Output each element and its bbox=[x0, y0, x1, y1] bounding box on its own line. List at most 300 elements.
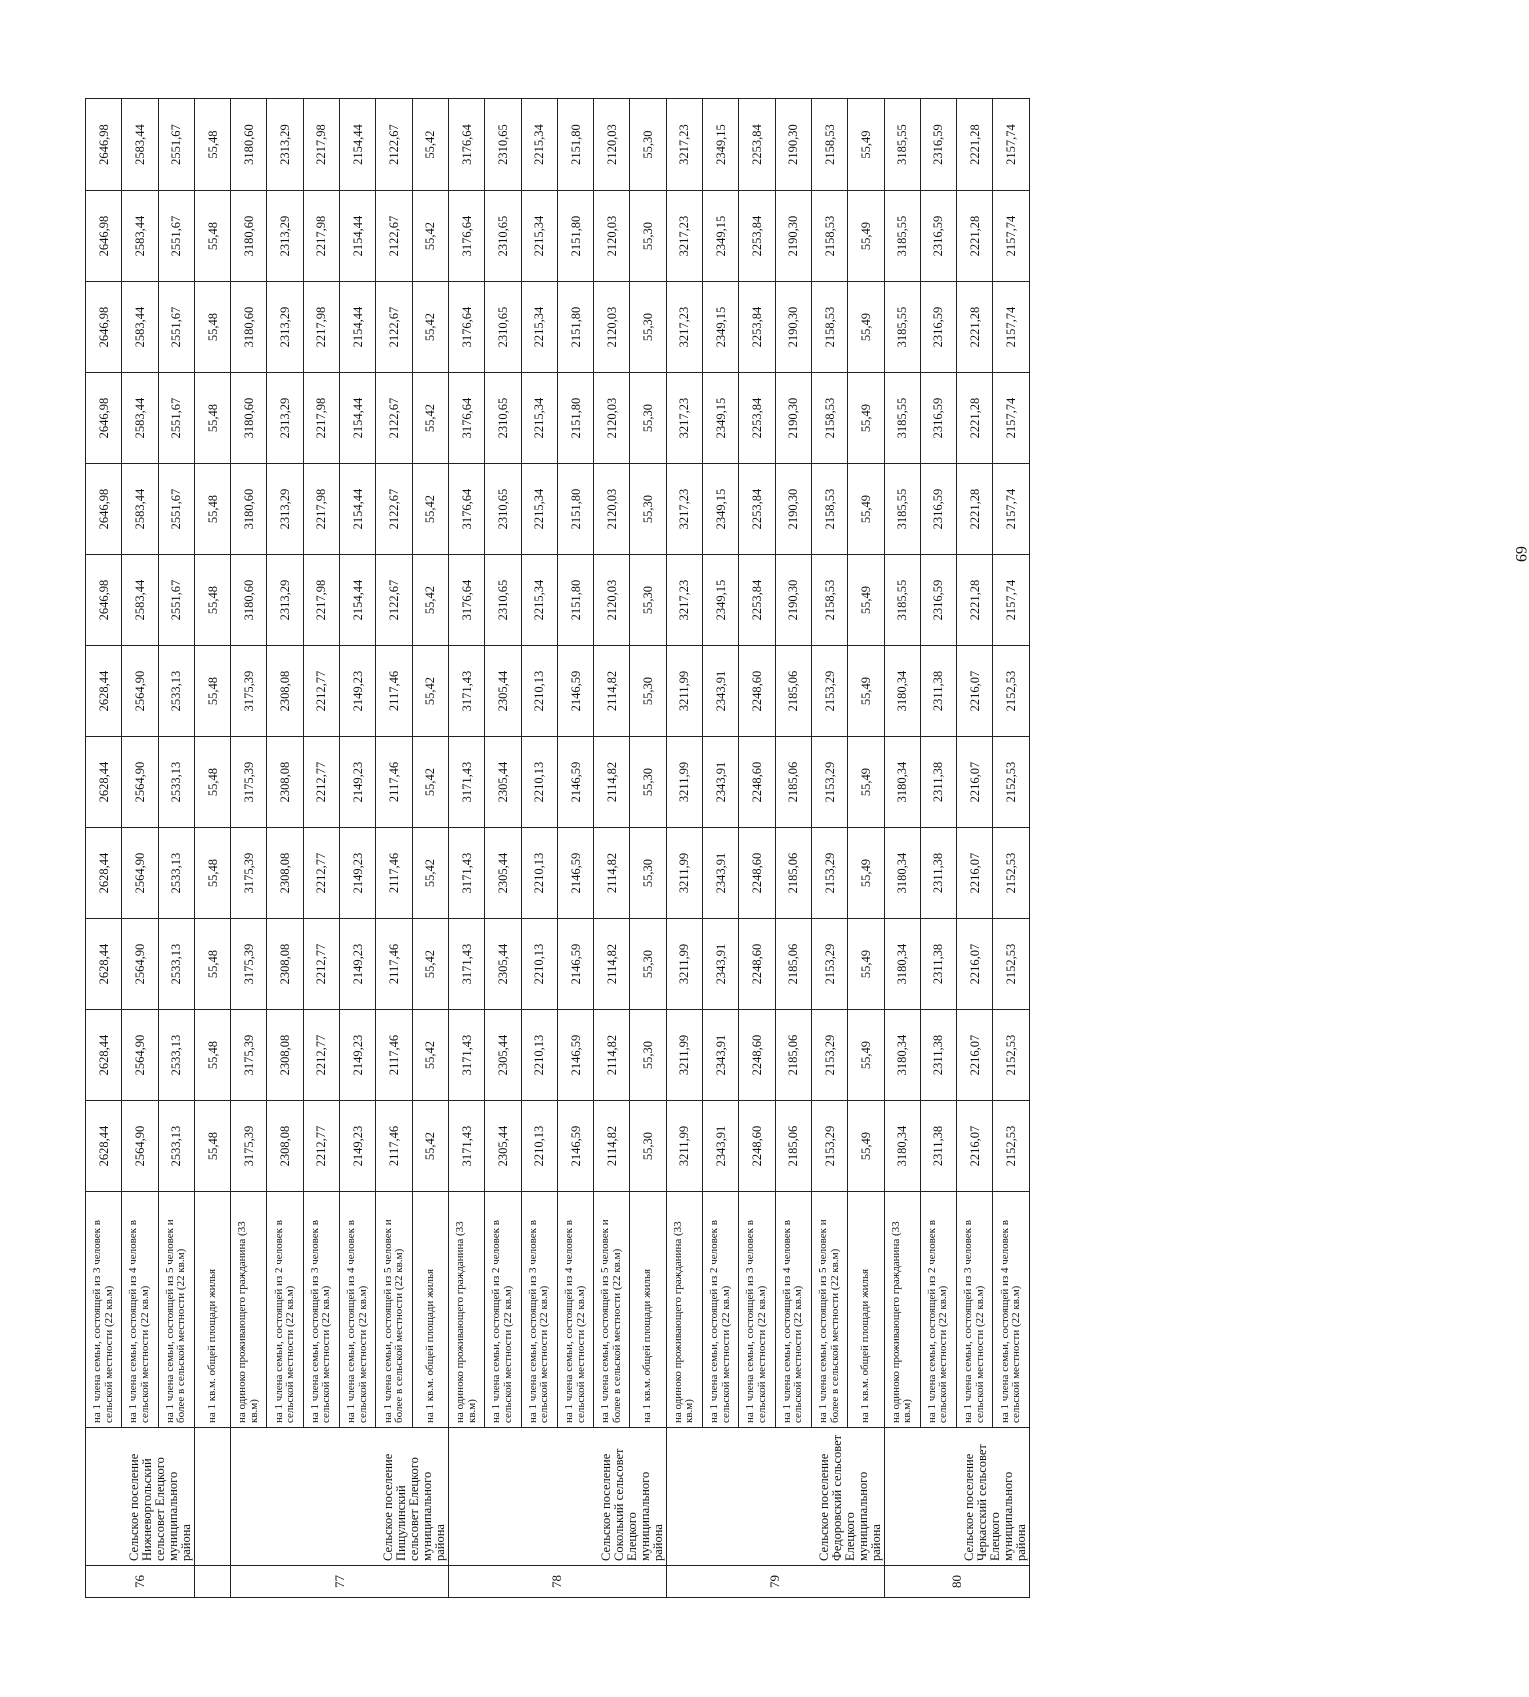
value-cell: 3180,34 bbox=[884, 828, 920, 919]
value-cell: 3180,34 bbox=[884, 919, 920, 1010]
value-cell: 2646,98 bbox=[86, 373, 122, 464]
value-cell: 2248,60 bbox=[739, 1101, 775, 1192]
value-cell: 2221,28 bbox=[957, 99, 993, 191]
value-cell: 55,42 bbox=[412, 373, 448, 464]
table-row bbox=[920, 99, 956, 1598]
value-cell: 2153,29 bbox=[811, 919, 847, 1010]
value-cell: 2308,08 bbox=[267, 828, 303, 919]
value-cell: 55,30 bbox=[630, 464, 666, 555]
table-row bbox=[993, 99, 1029, 1598]
value-cell: 55,42 bbox=[412, 1010, 448, 1101]
value-cell: 55,30 bbox=[630, 1010, 666, 1101]
table-row bbox=[412, 99, 448, 1598]
value-cell: 2316,59 bbox=[920, 99, 956, 191]
table-row bbox=[158, 99, 194, 1598]
value-cell: 55,42 bbox=[412, 919, 448, 1010]
value-cell: 3175,39 bbox=[231, 919, 267, 1010]
value-cell: 2316,59 bbox=[920, 555, 956, 646]
value-cell: 2646,98 bbox=[86, 282, 122, 373]
value-cell: 55,48 bbox=[194, 373, 230, 464]
value-cell: 2114,82 bbox=[594, 1010, 630, 1101]
row-number-cell: 77 bbox=[231, 1566, 449, 1598]
value-cell: 2551,67 bbox=[158, 99, 194, 191]
description-cell: на 1 члена семьи, состоящей из 3 человек в сельской местности (22 кв.м) bbox=[303, 1192, 339, 1428]
value-cell: 2158,53 bbox=[811, 191, 847, 282]
value-cell: 2316,59 bbox=[920, 464, 956, 555]
value-cell: 2114,82 bbox=[594, 1101, 630, 1192]
value-cell: 2583,44 bbox=[122, 373, 158, 464]
table-row bbox=[848, 99, 884, 1598]
value-cell: 2120,03 bbox=[594, 191, 630, 282]
value-cell: 2153,29 bbox=[811, 737, 847, 828]
table-row bbox=[630, 99, 666, 1598]
value-cell: 2190,30 bbox=[775, 282, 811, 373]
value-cell: 2190,30 bbox=[775, 373, 811, 464]
value-cell: 55,42 bbox=[412, 828, 448, 919]
value-cell: 2154,44 bbox=[340, 282, 376, 373]
value-cell: 3180,60 bbox=[231, 373, 267, 464]
value-cell: 2210,13 bbox=[521, 1101, 557, 1192]
value-cell: 2122,67 bbox=[376, 282, 412, 373]
value-cell: 2343,91 bbox=[703, 646, 739, 737]
value-cell: 2151,80 bbox=[557, 373, 593, 464]
value-cell: 2248,60 bbox=[739, 1010, 775, 1101]
value-cell: 2120,03 bbox=[594, 282, 630, 373]
value-cell: 55,42 bbox=[412, 282, 448, 373]
value-cell: 2153,29 bbox=[811, 1101, 847, 1192]
value-cell: 2185,06 bbox=[775, 919, 811, 1010]
value-cell: 55,49 bbox=[848, 919, 884, 1010]
value-cell: 2117,46 bbox=[376, 1101, 412, 1192]
value-cell: 3180,60 bbox=[231, 99, 267, 191]
value-cell: 2122,67 bbox=[376, 464, 412, 555]
description-cell: на 1 члена семьи, состоящей из 2 человек в сельской местности (22 кв.м) bbox=[703, 1192, 739, 1428]
value-cell: 55,49 bbox=[848, 1010, 884, 1101]
value-cell: 2215,34 bbox=[521, 282, 557, 373]
value-cell: 2316,59 bbox=[920, 282, 956, 373]
value-cell: 2217,98 bbox=[303, 555, 339, 646]
value-cell: 2216,07 bbox=[957, 737, 993, 828]
tariff-table bbox=[85, 98, 1030, 1598]
value-cell: 3171,43 bbox=[448, 646, 484, 737]
value-cell: 55,42 bbox=[412, 555, 448, 646]
value-cell: 55,30 bbox=[630, 191, 666, 282]
value-cell: 2349,15 bbox=[703, 373, 739, 464]
value-cell: 3180,34 bbox=[884, 1010, 920, 1101]
value-cell: 55,48 bbox=[194, 282, 230, 373]
value-cell: 55,48 bbox=[194, 464, 230, 555]
description-cell: на 1 члена семьи, состоящей из 5 человек и более в сельской местности (22 кв.м) bbox=[158, 1192, 194, 1428]
value-cell: 2343,91 bbox=[703, 919, 739, 1010]
value-cell: 2308,08 bbox=[267, 646, 303, 737]
value-cell: 3185,55 bbox=[884, 99, 920, 191]
value-cell: 2154,44 bbox=[340, 99, 376, 191]
value-cell: 2248,60 bbox=[739, 828, 775, 919]
value-cell: 2215,34 bbox=[521, 191, 557, 282]
value-cell: 55,49 bbox=[848, 282, 884, 373]
value-cell: 2564,90 bbox=[122, 646, 158, 737]
description-cell: на 1 члена семьи, состоящей из 3 человек в сельской местности (22 кв.м) bbox=[957, 1192, 993, 1428]
value-cell: 55,30 bbox=[630, 919, 666, 1010]
value-cell: 2533,13 bbox=[158, 919, 194, 1010]
value-cell: 2313,29 bbox=[267, 373, 303, 464]
description-cell: на 1 кв.м. общей площади жилья bbox=[412, 1192, 448, 1428]
row-number-cell: 80 bbox=[884, 1566, 1029, 1598]
value-cell: 2158,53 bbox=[811, 99, 847, 191]
value-cell: 3211,99 bbox=[666, 646, 702, 737]
value-cell: 2154,44 bbox=[340, 555, 376, 646]
value-cell: 2185,06 bbox=[775, 646, 811, 737]
table-row bbox=[557, 99, 593, 1598]
value-cell: 3185,55 bbox=[884, 464, 920, 555]
value-cell: 2157,74 bbox=[993, 191, 1029, 282]
value-cell: 2154,44 bbox=[340, 464, 376, 555]
value-cell: 3176,64 bbox=[448, 191, 484, 282]
value-cell: 2190,30 bbox=[775, 464, 811, 555]
table-body bbox=[86, 99, 1030, 1598]
value-cell: 2152,53 bbox=[993, 919, 1029, 1010]
description-cell: на 1 кв.м. общей площади жилья bbox=[194, 1192, 230, 1428]
rotated-page-content bbox=[85, 98, 1115, 1598]
description-cell: на 1 члена семьи, состоящей из 3 человек в сельской местности (22 кв.м) bbox=[521, 1192, 557, 1428]
value-cell: 2114,82 bbox=[594, 828, 630, 919]
value-cell: 2120,03 bbox=[594, 464, 630, 555]
description-cell: на 1 члена семьи, состоящей из 2 человек в сельской местности (22 кв.м) bbox=[267, 1192, 303, 1428]
value-cell: 2583,44 bbox=[122, 464, 158, 555]
value-cell: 55,48 bbox=[194, 1101, 230, 1192]
table-row bbox=[775, 99, 811, 1598]
value-cell: 3176,64 bbox=[448, 373, 484, 464]
value-cell: 3175,39 bbox=[231, 1101, 267, 1192]
table-row bbox=[884, 99, 920, 1598]
value-cell: 3171,43 bbox=[448, 828, 484, 919]
value-cell: 3211,99 bbox=[666, 1010, 702, 1101]
value-cell: 55,42 bbox=[412, 191, 448, 282]
value-cell: 2311,38 bbox=[920, 737, 956, 828]
value-cell: 2311,38 bbox=[920, 1010, 956, 1101]
value-cell: 2210,13 bbox=[521, 919, 557, 1010]
value-cell: 55,48 bbox=[194, 646, 230, 737]
value-cell: 2583,44 bbox=[122, 555, 158, 646]
value-cell: 2628,44 bbox=[86, 919, 122, 1010]
value-cell: 55,48 bbox=[194, 828, 230, 919]
value-cell: 2117,46 bbox=[376, 646, 412, 737]
value-cell: 2533,13 bbox=[158, 1101, 194, 1192]
value-cell: 2157,74 bbox=[993, 464, 1029, 555]
value-cell: 2308,08 bbox=[267, 1101, 303, 1192]
value-cell: 3180,60 bbox=[231, 282, 267, 373]
settlement-name-cell: Сельское поселение Соколький сельсовет Елецкого муниципального района bbox=[448, 1428, 666, 1566]
value-cell: 2551,67 bbox=[158, 464, 194, 555]
value-cell: 2114,82 bbox=[594, 646, 630, 737]
value-cell: 2646,98 bbox=[86, 555, 122, 646]
value-cell: 55,49 bbox=[848, 1101, 884, 1192]
table-row bbox=[122, 99, 158, 1598]
value-cell: 2215,34 bbox=[521, 555, 557, 646]
value-cell: 3176,64 bbox=[448, 99, 484, 191]
value-cell: 2217,98 bbox=[303, 464, 339, 555]
description-cell: на 1 члена семьи, состоящей из 5 человек и более в сельской местности (22 кв.м) bbox=[594, 1192, 630, 1428]
value-cell: 2157,74 bbox=[993, 555, 1029, 646]
value-cell: 3217,23 bbox=[666, 99, 702, 191]
value-cell: 2308,08 bbox=[267, 737, 303, 828]
value-cell: 3175,39 bbox=[231, 1010, 267, 1101]
value-cell: 3175,39 bbox=[231, 828, 267, 919]
value-cell: 2310,65 bbox=[485, 555, 521, 646]
table-row bbox=[448, 99, 484, 1598]
description-cell: на 1 члена семьи, состоящей из 5 человек и более в сельской местности (22 кв.м) bbox=[376, 1192, 412, 1428]
value-cell: 2311,38 bbox=[920, 828, 956, 919]
value-cell: 2311,38 bbox=[920, 646, 956, 737]
value-cell: 2146,59 bbox=[557, 737, 593, 828]
value-cell: 2305,44 bbox=[485, 1010, 521, 1101]
value-cell: 2564,90 bbox=[122, 828, 158, 919]
value-cell: 2146,59 bbox=[557, 646, 593, 737]
value-cell: 2152,53 bbox=[993, 737, 1029, 828]
value-cell: 3171,43 bbox=[448, 1010, 484, 1101]
description-cell: на 1 члена семьи, состоящей из 2 человек в сельской местности (22 кв.м) bbox=[920, 1192, 956, 1428]
value-cell: 2221,28 bbox=[957, 282, 993, 373]
value-cell: 3171,43 bbox=[448, 919, 484, 1010]
value-cell: 2149,23 bbox=[340, 737, 376, 828]
value-cell: 2210,13 bbox=[521, 737, 557, 828]
description-cell: на 1 члена семьи, состоящей из 4 человек в сельской местности (22 кв.м) bbox=[122, 1192, 158, 1428]
value-cell: 2185,06 bbox=[775, 828, 811, 919]
value-cell: 2628,44 bbox=[86, 646, 122, 737]
description-cell: на 1 члена семьи, состоящей из 4 человек в сельской местности (22 кв.м) bbox=[557, 1192, 593, 1428]
value-cell: 2305,44 bbox=[485, 1101, 521, 1192]
value-cell: 2253,84 bbox=[739, 282, 775, 373]
value-cell: 2305,44 bbox=[485, 828, 521, 919]
settlement-name-cell: Сельское поселение Черкасский сельсовет Елецкого муниципального района bbox=[884, 1428, 1029, 1566]
value-cell: 2533,13 bbox=[158, 1010, 194, 1101]
value-cell: 55,42 bbox=[412, 99, 448, 191]
value-cell: 55,49 bbox=[848, 191, 884, 282]
value-cell: 2215,34 bbox=[521, 373, 557, 464]
value-cell: 55,49 bbox=[848, 99, 884, 191]
value-cell: 2152,53 bbox=[993, 1101, 1029, 1192]
table-row bbox=[703, 99, 739, 1598]
value-cell: 3176,64 bbox=[448, 282, 484, 373]
value-cell: 2212,77 bbox=[303, 919, 339, 1010]
value-cell: 55,48 bbox=[194, 191, 230, 282]
table-row bbox=[485, 99, 521, 1598]
value-cell: 3176,64 bbox=[448, 555, 484, 646]
value-cell: 3180,60 bbox=[231, 464, 267, 555]
value-cell: 2628,44 bbox=[86, 1101, 122, 1192]
value-cell: 55,49 bbox=[848, 737, 884, 828]
value-cell: 2311,38 bbox=[920, 919, 956, 1010]
value-cell: 2190,30 bbox=[775, 191, 811, 282]
value-cell: 2153,29 bbox=[811, 646, 847, 737]
table-row bbox=[86, 99, 122, 1598]
value-cell: 3185,55 bbox=[884, 373, 920, 464]
description-cell: на одиноко проживающего гражданина (33 кв.м) bbox=[884, 1192, 920, 1428]
value-cell: 2212,77 bbox=[303, 646, 339, 737]
value-cell: 2216,07 bbox=[957, 1101, 993, 1192]
value-cell: 2146,59 bbox=[557, 919, 593, 1010]
value-cell: 2253,84 bbox=[739, 555, 775, 646]
value-cell: 2248,60 bbox=[739, 646, 775, 737]
value-cell: 2349,15 bbox=[703, 191, 739, 282]
value-cell: 2248,60 bbox=[739, 919, 775, 1010]
value-cell: 2210,13 bbox=[521, 828, 557, 919]
value-cell: 2310,65 bbox=[485, 373, 521, 464]
value-cell: 3185,55 bbox=[884, 282, 920, 373]
value-cell: 55,48 bbox=[194, 737, 230, 828]
description-cell: на 1 кв.м. общей площади жилья bbox=[630, 1192, 666, 1428]
table-row bbox=[340, 99, 376, 1598]
value-cell: 2564,90 bbox=[122, 737, 158, 828]
value-cell: 2210,13 bbox=[521, 1010, 557, 1101]
value-cell: 2157,74 bbox=[993, 373, 1029, 464]
value-cell: 2646,98 bbox=[86, 99, 122, 191]
value-cell: 2153,29 bbox=[811, 828, 847, 919]
value-cell: 55,30 bbox=[630, 646, 666, 737]
value-cell: 2151,80 bbox=[557, 464, 593, 555]
value-cell: 2313,29 bbox=[267, 99, 303, 191]
value-cell: 2221,28 bbox=[957, 373, 993, 464]
description-cell: на одиноко проживающего гражданина (33 кв.м) bbox=[231, 1192, 267, 1428]
value-cell: 2310,65 bbox=[485, 464, 521, 555]
value-cell: 2149,23 bbox=[340, 646, 376, 737]
value-cell: 55,49 bbox=[848, 828, 884, 919]
value-cell: 55,49 bbox=[848, 555, 884, 646]
value-cell: 2349,15 bbox=[703, 555, 739, 646]
value-cell: 2316,59 bbox=[920, 373, 956, 464]
value-cell: 2158,53 bbox=[811, 555, 847, 646]
value-cell: 2349,15 bbox=[703, 282, 739, 373]
value-cell: 2185,06 bbox=[775, 737, 811, 828]
description-cell: на 1 члена семьи, состоящей из 4 человек в сельской местности (22 кв.м) bbox=[775, 1192, 811, 1428]
value-cell: 2305,44 bbox=[485, 919, 521, 1010]
value-cell: 2210,13 bbox=[521, 646, 557, 737]
table-row bbox=[739, 99, 775, 1598]
value-cell: 2117,46 bbox=[376, 919, 412, 1010]
value-cell: 3171,43 bbox=[448, 1101, 484, 1192]
value-cell: 2253,84 bbox=[739, 464, 775, 555]
value-cell: 2158,53 bbox=[811, 464, 847, 555]
value-cell: 55,49 bbox=[848, 464, 884, 555]
value-cell: 2152,53 bbox=[993, 1010, 1029, 1101]
settlement-name-cell: Сельское поселение Нижневоргольский сельсовет Елецкого муниципального района bbox=[86, 1428, 195, 1566]
value-cell: 3211,99 bbox=[666, 919, 702, 1010]
value-cell: 3217,23 bbox=[666, 282, 702, 373]
value-cell: 2158,53 bbox=[811, 282, 847, 373]
value-cell: 2151,80 bbox=[557, 282, 593, 373]
value-cell: 2149,23 bbox=[340, 919, 376, 1010]
value-cell: 3211,99 bbox=[666, 737, 702, 828]
value-cell: 3185,55 bbox=[884, 555, 920, 646]
value-cell: 2117,46 bbox=[376, 1010, 412, 1101]
value-cell: 2253,84 bbox=[739, 191, 775, 282]
value-cell: 2151,80 bbox=[557, 191, 593, 282]
description-cell: на 1 члена семьи, состоящей из 5 человек и более в сельской местности (22 кв.м) bbox=[811, 1192, 847, 1428]
table-row bbox=[811, 99, 847, 1598]
value-cell: 2212,77 bbox=[303, 737, 339, 828]
value-cell: 2310,65 bbox=[485, 282, 521, 373]
value-cell: 55,42 bbox=[412, 464, 448, 555]
value-cell: 2305,44 bbox=[485, 646, 521, 737]
value-cell: 2533,13 bbox=[158, 737, 194, 828]
value-cell: 3180,34 bbox=[884, 737, 920, 828]
value-cell: 2311,38 bbox=[920, 1101, 956, 1192]
value-cell: 2149,23 bbox=[340, 1010, 376, 1101]
value-cell: 2216,07 bbox=[957, 919, 993, 1010]
value-cell: 3180,60 bbox=[231, 191, 267, 282]
value-cell: 2310,65 bbox=[485, 99, 521, 191]
value-cell: 3175,39 bbox=[231, 737, 267, 828]
description-cell: на 1 члена семьи, состоящей из 4 человек в сельской местности (22 кв.м) bbox=[993, 1192, 1029, 1428]
value-cell: 2646,98 bbox=[86, 464, 122, 555]
value-cell: 2217,98 bbox=[303, 373, 339, 464]
value-cell: 2216,07 bbox=[957, 646, 993, 737]
table-row bbox=[267, 99, 303, 1598]
value-cell: 2628,44 bbox=[86, 828, 122, 919]
settlement-name-cell: Сельское поселение Пищулинский сельсовет Елецкого муниципального района bbox=[231, 1428, 449, 1566]
value-cell: 2212,77 bbox=[303, 1010, 339, 1101]
value-cell: 55,30 bbox=[630, 737, 666, 828]
value-cell: 2185,06 bbox=[775, 1010, 811, 1101]
value-cell: 2114,82 bbox=[594, 919, 630, 1010]
value-cell: 2122,67 bbox=[376, 191, 412, 282]
value-cell: 2146,59 bbox=[557, 1101, 593, 1192]
value-cell: 2215,34 bbox=[521, 99, 557, 191]
value-cell: 2564,90 bbox=[122, 1010, 158, 1101]
value-cell: 55,48 bbox=[194, 919, 230, 1010]
value-cell: 2646,98 bbox=[86, 191, 122, 282]
value-cell: 2114,82 bbox=[594, 737, 630, 828]
value-cell: 2221,28 bbox=[957, 464, 993, 555]
row-number-cell bbox=[194, 1566, 230, 1598]
value-cell: 2217,98 bbox=[303, 191, 339, 282]
value-cell: 2153,29 bbox=[811, 1010, 847, 1101]
table-row bbox=[521, 99, 557, 1598]
table-row bbox=[303, 99, 339, 1598]
page-number: 69 bbox=[1512, 546, 1529, 562]
value-cell: 55,30 bbox=[630, 1101, 666, 1192]
table-row bbox=[666, 99, 702, 1598]
value-cell: 3176,64 bbox=[448, 464, 484, 555]
value-cell: 3171,43 bbox=[448, 737, 484, 828]
value-cell: 2117,46 bbox=[376, 828, 412, 919]
value-cell: 3217,23 bbox=[666, 464, 702, 555]
value-cell: 2310,65 bbox=[485, 191, 521, 282]
value-cell: 2305,44 bbox=[485, 737, 521, 828]
row-number-cell: 78 bbox=[448, 1566, 666, 1598]
value-cell: 55,30 bbox=[630, 555, 666, 646]
value-cell: 2343,91 bbox=[703, 828, 739, 919]
value-cell: 55,48 bbox=[194, 1010, 230, 1101]
value-cell: 2146,59 bbox=[557, 1010, 593, 1101]
value-cell: 2313,29 bbox=[267, 464, 303, 555]
value-cell: 2221,28 bbox=[957, 555, 993, 646]
value-cell: 2248,60 bbox=[739, 737, 775, 828]
value-cell: 2120,03 bbox=[594, 555, 630, 646]
value-cell: 2628,44 bbox=[86, 737, 122, 828]
value-cell: 2157,74 bbox=[993, 99, 1029, 191]
value-cell: 55,42 bbox=[412, 646, 448, 737]
value-cell: 2221,28 bbox=[957, 191, 993, 282]
value-cell: 3211,99 bbox=[666, 1101, 702, 1192]
value-cell: 55,42 bbox=[412, 1101, 448, 1192]
value-cell: 2185,06 bbox=[775, 1101, 811, 1192]
value-cell: 2308,08 bbox=[267, 1010, 303, 1101]
value-cell: 2152,53 bbox=[993, 828, 1029, 919]
value-cell: 2122,67 bbox=[376, 373, 412, 464]
value-cell: 2146,59 bbox=[557, 828, 593, 919]
value-cell: 2583,44 bbox=[122, 282, 158, 373]
